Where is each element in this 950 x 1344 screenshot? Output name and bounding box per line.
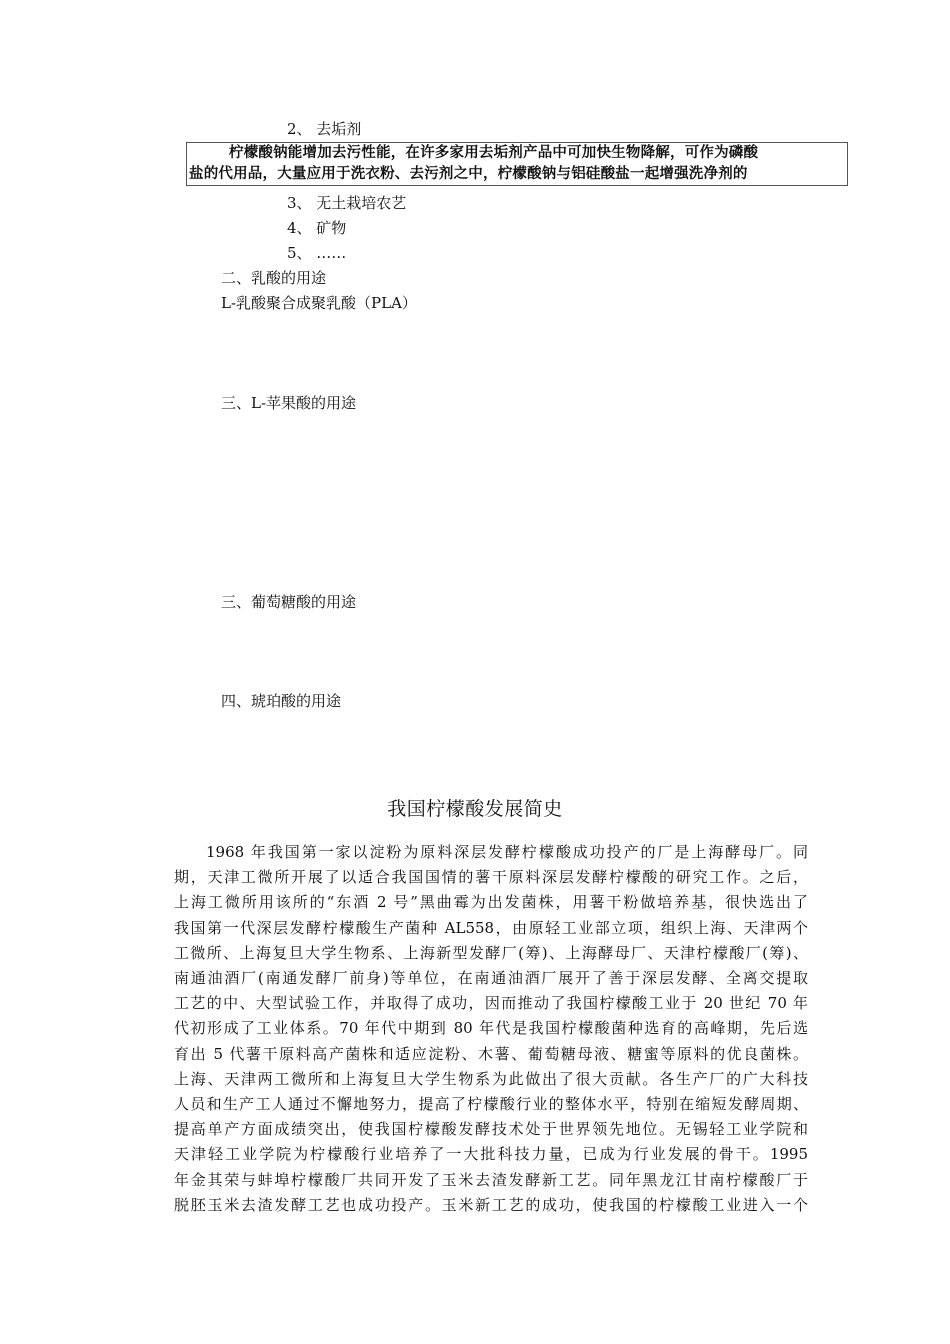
section-heading-succinic-acid: 四、琥珀酸的用途 (221, 692, 342, 710)
article-line: 提高单产方面成绩突出，使我国柠檬酸发酵技术处于世界领先地位。无锡轻工业学院和 (174, 1120, 808, 1139)
article-body (174, 840, 808, 1218)
list-item-minerals: 4、 矿物 (287, 219, 347, 237)
section-heading-malic-acid: 三、L-苹果酸的用途 (221, 394, 357, 412)
highlighted-text-box (186, 142, 848, 186)
list-item-detergent: 2、 去垢剂 (287, 120, 362, 138)
article-title: 我国柠檬酸发展简史 (387, 798, 563, 820)
article-line: 脱胚玉米去渣发酵工艺也成功投产。玉米新工艺的成功，使我国的柠檬酸工业进入一个 (174, 1195, 808, 1214)
article-line: 工微所、上海复旦大学生物系、上海新型发酵厂(筹)、上海酵母厂、天津柠檬酸厂(筹)、 (174, 943, 808, 962)
article-line: 年金其荣与蚌埠柠檬酸厂共同开发了玉米去渣发酵新工艺。同年黑龙江甘南柠檬酸厂于 (174, 1170, 808, 1189)
list-item-soilless-agriculture: 3、 无土栽培农艺 (287, 194, 407, 212)
section-heading-lactic-acid: 二、乳酸的用途 (221, 269, 327, 287)
article-line: 工艺的中、大型试验工作，并取得了成功，因而推动了我国柠檬酸工业于 20 世纪 70 年 (174, 994, 808, 1013)
article-line: 1968 年我国第一家以淀粉为原料深层发酵柠檬酸成功投产的厂是上海酵母厂。同 (206, 843, 808, 861)
article-line: 天津轻工业学院为柠檬酸行业培养了一大批科技力量，已成为行业发展的骨干。1995 (174, 1145, 808, 1164)
box-text-line-1: 柠檬酸钠能增加去污性能，在许多家用去垢剂产品中可加快生物降解，可作为磷酸 (229, 145, 759, 161)
article-line: 代初形成了工业体系。70 年代中期到 80 年代是我国柠檬酸菌种选育的高峰期，先后选 (174, 1019, 808, 1038)
list-item-ellipsis: 5、 …… (287, 244, 347, 262)
article-line: 我国第一代深层发酵柠檬酸生产菌种 AL558，由原轻工业部立项，组织上海、天津两个 (174, 918, 808, 937)
box-text-line-2: 盐的代用品，大量应用于洗衣粉、去污剂之中，柠檬酸钠与铝硅酸盐一起增强洗净剂的 (189, 166, 748, 182)
article-line: 育出 5 代薯干原料高产菌株和适应淀粉、木薯、葡萄糖母液、糖蜜等原料的优良菌株。 (174, 1044, 808, 1063)
article-line: 上海、天津两工微所和上海复旦大学生物系为此做出了很大贡献。各生产厂的广大科技 (174, 1069, 808, 1088)
lactic-acid-body: L-乳酸聚合成聚乳酸（PLA） (221, 294, 417, 312)
section-heading-gluconic-acid: 三、葡萄糖酸的用途 (221, 593, 357, 611)
article-line: 期，天津工微所开展了以适合我国国情的薯干原料深层发酵柠檬酸的研究工作。之后， (174, 868, 808, 887)
article-line: 上海工微所用该所的“东酒 2 号”黑曲霉为出发菌株，用薯干粉做培养基，很快选出了 (174, 893, 808, 912)
article-line: 人员和生产工人通过不懈地努力，提高了柠檬酸行业的整体水平，特别在缩短发酵周期、 (174, 1095, 808, 1114)
article-line: 南通油酒厂(南通发酵厂前身)等单位，在南通油酒厂展开了善于深层发酵、全离交提取 (174, 969, 808, 988)
